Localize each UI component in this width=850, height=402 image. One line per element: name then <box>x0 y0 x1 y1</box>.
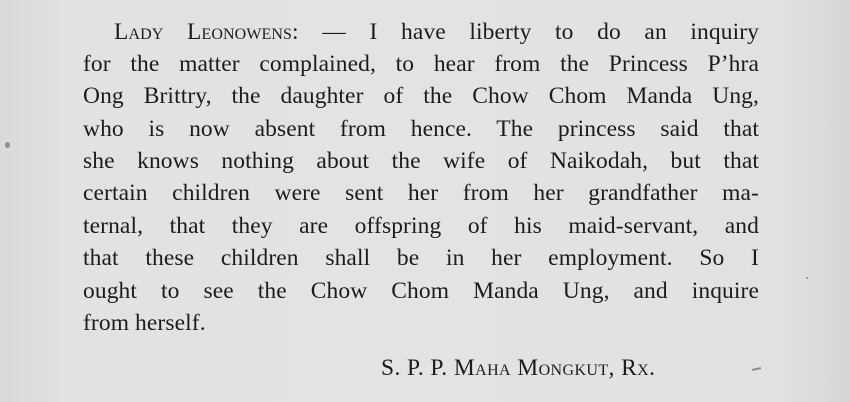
ink-smudge <box>5 142 10 148</box>
text-line-6: certain children were sent her from her grandfather ma- <box>83 180 759 206</box>
text-line-7: ternal, that they are offspring of his maid-servant, and <box>83 213 759 239</box>
text-line-3: Ong Brittry, the daughter of the Chow Chom Manda Ung, <box>83 83 759 109</box>
text-line-5: she knows nothing about the wife of Naikodah, but that <box>83 148 759 174</box>
paper-speck <box>806 277 808 279</box>
text-line-1 <box>114 17 759 47</box>
speaker-name: Lady Leonowens <box>114 19 293 45</box>
text-line-4: who is now absent from hence. The princess said that <box>83 116 759 142</box>
text-line-10: from herself. <box>83 310 206 336</box>
text-line-2: for the matter complained, to hear from the Princess P’hra <box>83 51 759 77</box>
speaker-text: : — I have liberty to do an inquiry <box>292 19 759 45</box>
signature: S. P. P. Maha Mongkut, Rx. <box>381 355 656 381</box>
text-line-9: ought to see the Chow Chom Manda Ung, and inquire <box>83 278 759 304</box>
text-line-8: that these children shall be in her employment. So I <box>83 245 759 271</box>
